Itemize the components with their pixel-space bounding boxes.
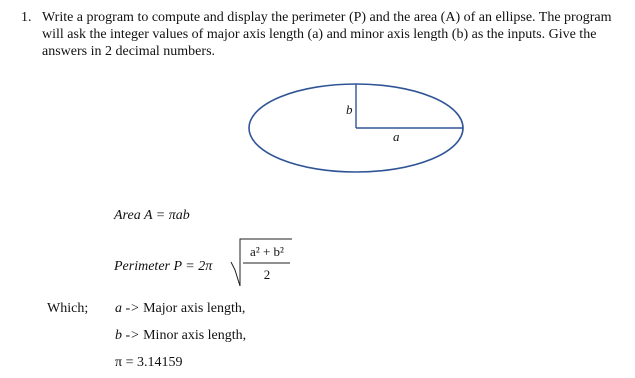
fraction-denominator: 2 (263, 267, 271, 282)
definition-a-text: Major axis length, (143, 301, 246, 316)
minor-axis-label: b (346, 102, 353, 117)
fraction-numerator: a² + b² (250, 244, 284, 259)
question-number: 1. (21, 10, 32, 25)
definitions-lead: Which; (47, 301, 89, 316)
perimeter-formula-prefix: Perimeter P = 2π (114, 259, 213, 274)
question-line-3: answers in 2 decimal numbers. (42, 44, 216, 59)
area-formula: Area A = πab (114, 208, 190, 223)
definition-a (115, 301, 245, 317)
question-line-1: Write a program to compute and display the perimeter (P) and the area (A) of an ellipse. The program (42, 10, 612, 25)
definition-a-variable: a -> (115, 301, 140, 316)
definition-b-text: Minor axis length, (143, 328, 247, 343)
major-axis-label: a (393, 129, 400, 144)
definition-b (115, 328, 246, 344)
definition-b-variable: b -> (115, 328, 140, 343)
question-line-2: will ask the integer values of major axis length (a) and minor axis length (b) as the inputs. Give the (42, 27, 597, 42)
pi-value: π = 3.14159 (115, 355, 183, 370)
